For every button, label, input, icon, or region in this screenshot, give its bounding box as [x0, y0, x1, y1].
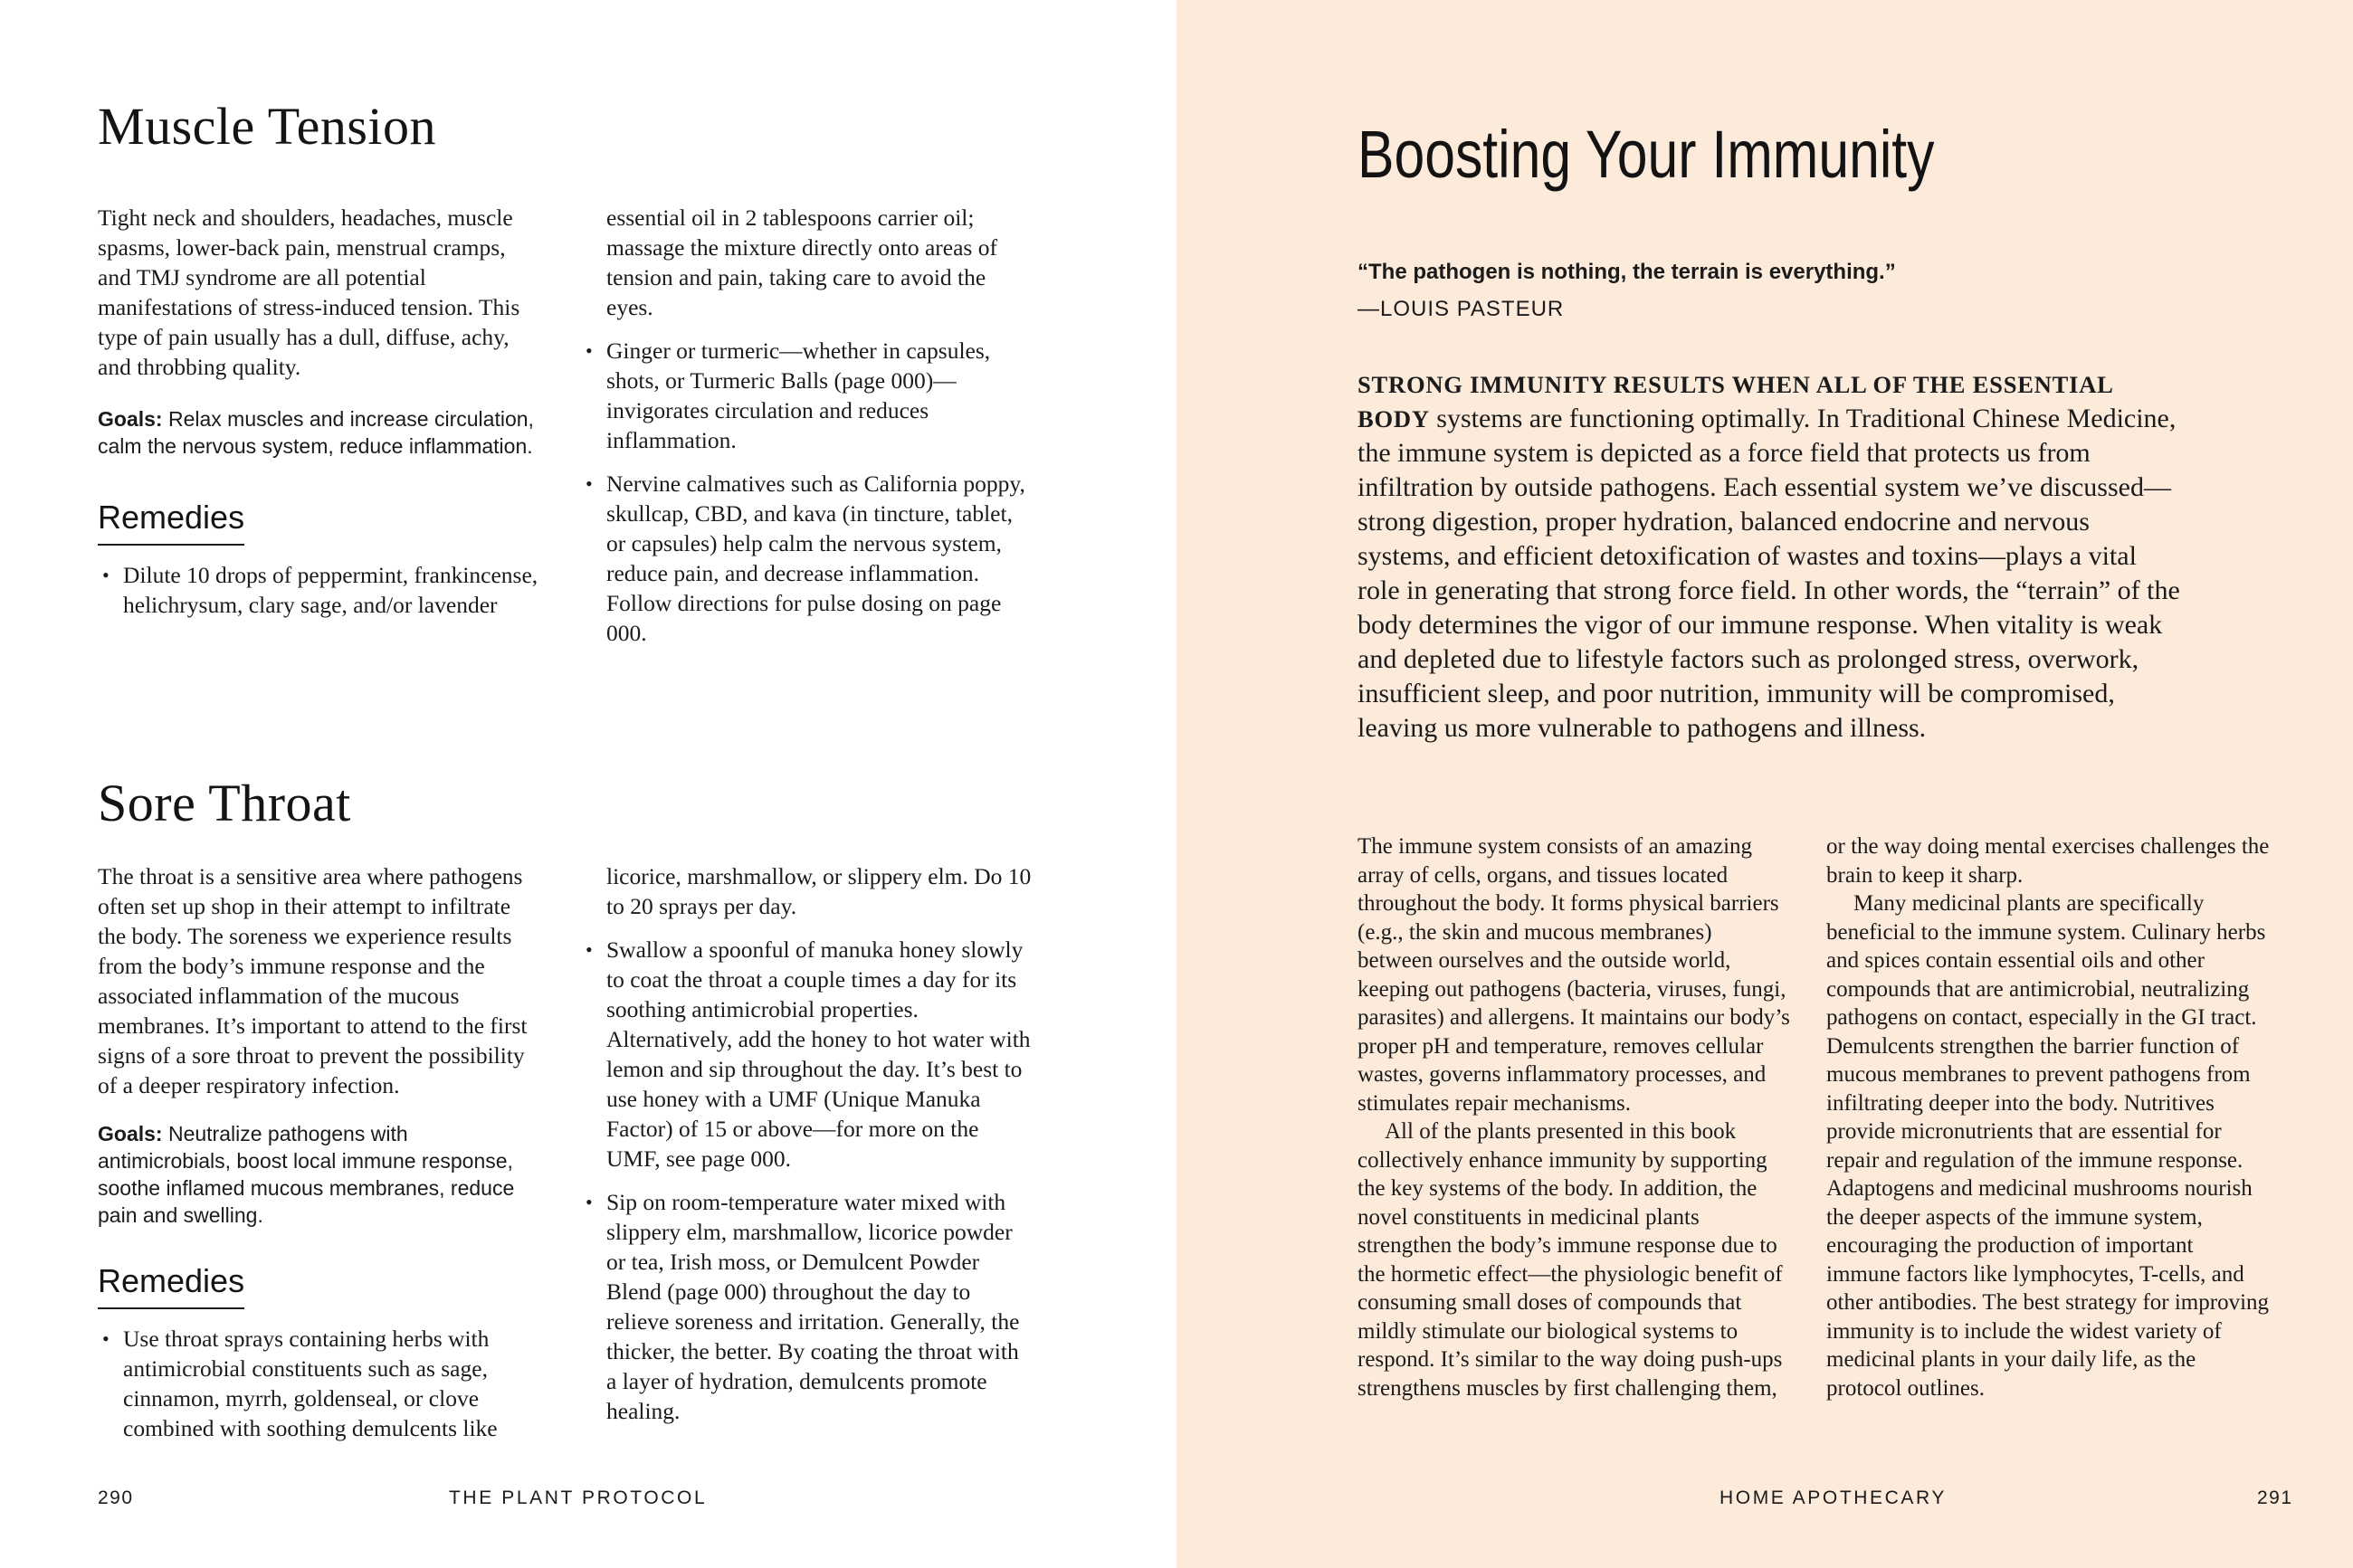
remedy-bullet: • Ginger or turmeric—whether in capsules, shots, or Turmeric Balls (page 000)—invigorates circulation and reduces inflammation. — [581, 336, 1034, 455]
remedies-list — [98, 560, 543, 620]
remedy-bullet: • Nervine calmatives such as California poppy, skullcap, CBD, and kava (in tincture, tablet, or capsules) help calm the nervous system, reduce pain, and decrease inflammation. Follow directions for pulse dosing on page 000. — [581, 469, 1034, 648]
epigraph-attribution: —LOUIS PASTEUR — [1358, 297, 1565, 321]
remedy-bullet: • Use throat sprays containing herbs with antimicrobial constituents such as sage, cinnamon, myrrh, goldenseal, or clove combined with soothing demulcents like — [98, 1324, 543, 1443]
lead-in-small-caps: STRONG IMMUNITY RESULTS WHEN ALL OF THE ESSENTIAL BODY — [1358, 371, 2113, 432]
body-column-1 — [1358, 832, 1790, 1402]
right-page — [1176, 0, 2353, 1568]
goals-text: Neutralize pathogens with antimicrobials, boost local immune response, soothe inflamed mucous membranes, reduce pain and swelling. — [98, 1122, 515, 1227]
remedy-continuation: essential oil in 2 tablespoons carrier oil; massage the mixture directly onto areas of tension and pain, taking care to avoid the eyes. — [606, 204, 997, 320]
sore-throat-column-2 — [581, 861, 1034, 1440]
left-page — [0, 0, 1176, 1568]
body-column-2 — [1826, 832, 2272, 1402]
running-footer-section-title: HOME APOTHECARY — [1720, 1487, 1947, 1508]
section-title-sore-throat: Sore Throat — [98, 773, 351, 832]
sore-throat-goals — [98, 1120, 543, 1229]
muscle-tension-intro: Tight neck and shoulders, headaches, muscle spasms, lower-back pain, menstrual cramps, and TMJ syndrome are all potential manifestations of stress-induced tension. This type of pain usually has a dull, diffuse, achy, and throbbing quality. — [98, 204, 520, 380]
goals-text: Relax muscles and increase circulation, calm the nervous system, reduce inflammation. — [98, 407, 534, 458]
section-title-muscle-tension: Muscle Tension — [98, 96, 437, 156]
goals-label: Goals: — [98, 1122, 163, 1145]
page-number-left: 290 — [98, 1487, 134, 1508]
running-footer-book-title: THE PLANT PROTOCOL — [449, 1487, 708, 1508]
lead-body: systems are functioning optimally. In Traditional Chinese Medicine, the immune system is depicted as a force field that protects us from infiltration by outside pathogens. Each essential system we’ve discussed—strong digestion, proper hydration, balanced endocrine and nervous systems, and efficient detoxification of wastes and toxins—plays a vital role in generating that strong force field. In other words, the “terrain” of the body determines the vigor of our immune response. When vitality is weak and depleted due to lifestyle factors such as prolonged stress, overwork, insufficient sleep, and poor nutrition, immunity will be compromised, leaving us more vulnerable to pathogens and illness. — [1358, 404, 2180, 743]
muscle-tension-column-2 — [581, 203, 1034, 661]
muscle-tension-remedies — [98, 499, 543, 620]
remedies-list — [98, 1324, 543, 1443]
sore-throat-column-1 — [98, 861, 543, 1457]
page-number-right: 291 — [2257, 1487, 2293, 1508]
remedy-continuation: licorice, marshmallow, or slippery elm. Do 10 to 20 sprays per day. — [606, 863, 1032, 919]
chapter-title: Boosting Your Immunity — [1358, 116, 1935, 192]
epigraph-quote: “The pathogen is nothing, the terrain is everything.” — [1358, 260, 1896, 284]
body-paragraph: All of the plants presented in this book collectively enhance immunity by supporting the key systems of the body. In addition, the novel constituents in medicinal plants strengthen the body’s immune response due to the hormetic effect—the physiologic benefit of consuming small doses of compounds that mildly stimulate our biological systems to respond. It’s similar to the way doing push-ups strengthens muscles by first challenging them, — [1358, 1119, 1783, 1401]
remedies-heading: Remedies — [98, 499, 244, 546]
remedies-heading: Remedies — [98, 1263, 244, 1309]
goals-label: Goals: — [98, 407, 163, 431]
remedy-bullet: • Swallow a spoonful of manuka honey slowly to coat the throat a couple times a day for its soothing antimicrobial properties. Alternatively, add the honey to hot water with lemon and sip throughout the day. It’s best to use honey with a UMF (Unique Manuka Factor) of 15 or above—for more on the UMF, see page 000. — [581, 935, 1034, 1174]
body-paragraph: The immune system consists of an amazing array of cells, organs, and tissues located throughout the body. It forms physical barriers (e.g., the skin and mucous membranes) between ourselves and the outside world, keeping out pathogens (bacteria, viruses, fungi, parasites) and allergens. It maintains our body’s proper pH and temperature, removes cellular wastes, governs inflammatory processes, and stimulates repair mechanisms. — [1358, 834, 1790, 1116]
remedy-bullet: • Sip on room-temperature water mixed with slippery elm, marshmallow, licorice powder or tea, Irish moss, or Demulcent Powder Blend (page 000) throughout the day to relieve soreness and irritation. Generally, the thicker, the better. By coating the throat with a layer of hydration, demulcents promote healing. — [581, 1187, 1034, 1426]
epigraph — [1358, 257, 1896, 324]
body-paragraph: or the way doing mental exercises challenges the brain to keep it sharp. — [1826, 834, 2270, 888]
sore-throat-intro: The throat is a sensitive area where pathogens often set up shop in their attempt to infiltrate the body. The soreness we experience results from the body’s immune response and the associated inflammation of the mucous membranes. It’s important to attend to the first signs of a sore throat to prevent the possibility of a deeper respiratory infection. — [98, 863, 528, 1098]
body-paragraph: Many medicinal plants are specifically beneficial to the immune system. Culinary herbs and spices contain essential oils and other compounds that are antimicrobial, neutralizing pathogens on contact, especially in the GI tract. Demulcents strengthen the barrier function of mucous membranes to prevent pathogens from infiltrating deeper into the body. Nutritives provide micronutrients that are essential for repair and regulation of the immune response. Adaptogens and medicinal mushrooms nourish the deeper aspects of the immune system, encouraging the production of important immune factors like lymphocytes, T-cells, and other antibodies. The best strategy for improving immunity is to include the widest variety of medicinal plants in your daily life, as the protocol outlines. — [1826, 891, 2270, 1401]
muscle-tension-goals — [98, 405, 543, 460]
lead-paragraph — [1358, 367, 2181, 746]
muscle-tension-column-1 — [98, 203, 543, 633]
sore-throat-remedies — [98, 1263, 543, 1443]
remedy-bullet: • Dilute 10 drops of peppermint, frankincense, helichrysum, clary sage, and/or lavender — [98, 560, 543, 620]
